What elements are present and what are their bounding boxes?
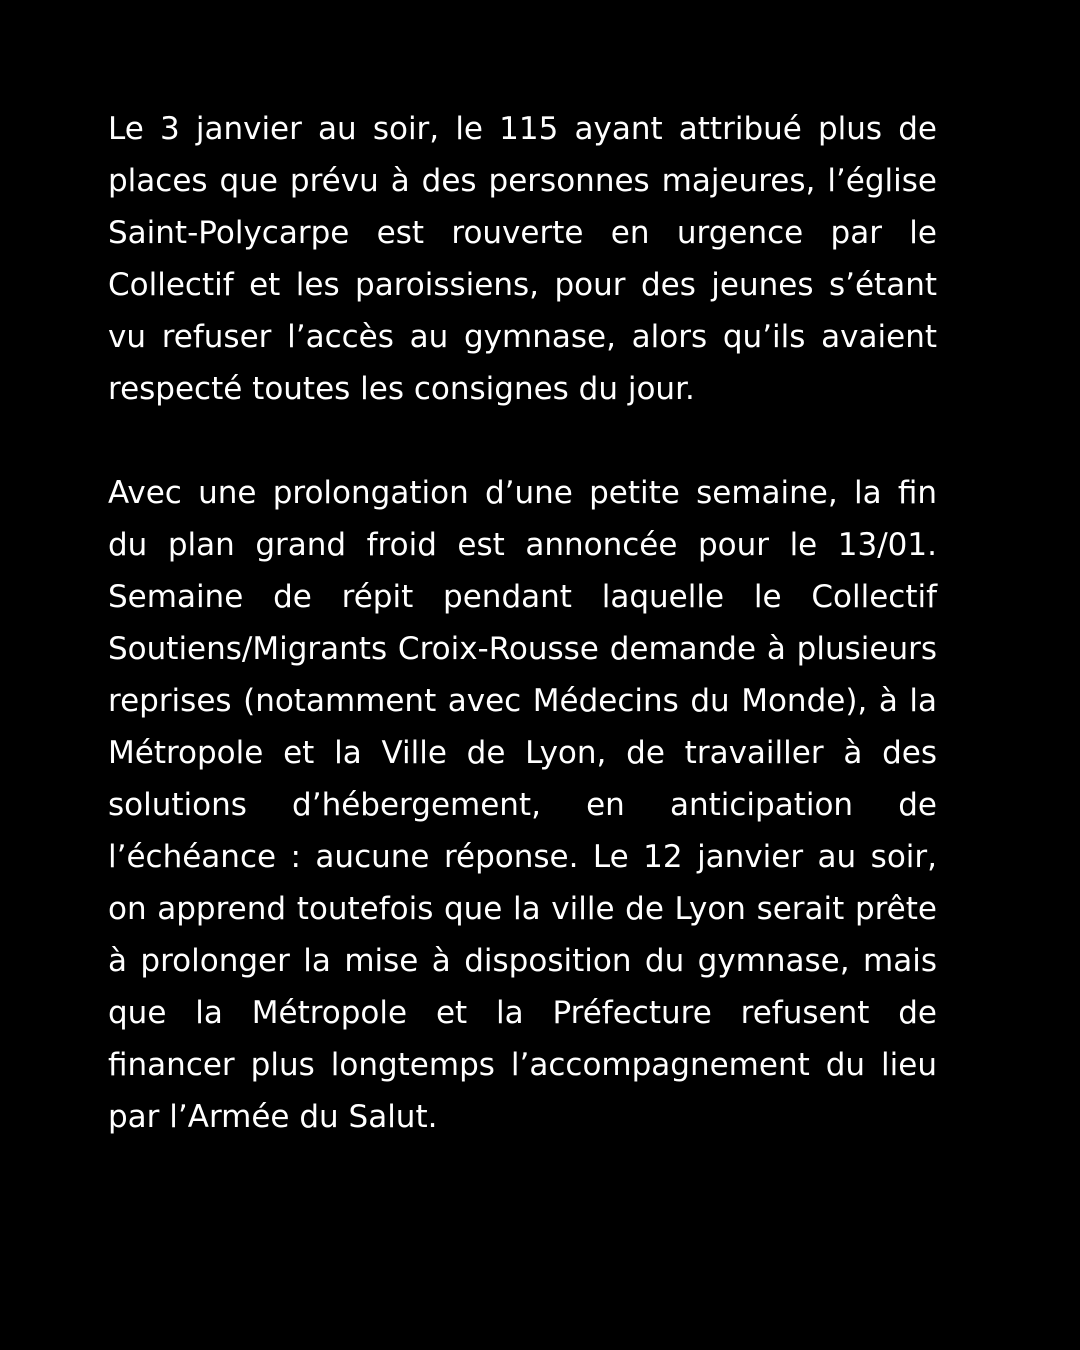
text-block bbox=[108, 103, 937, 1143]
paragraph-2: Avec une prolongation d’une petite semaine, la fin du plan grand froid est annoncée pour le 13/01. Semaine de répit pendant laquelle le Collectif Soutiens/Migrants Croix-Rousse demande à plusieurs reprises (notamment avec Médecins du Monde), à la Métropole et la Ville de Lyon, de travailler à des solutions d’hébergement, en anticipation de l’échéance : aucune réponse. Le 12 janvier au soir, on apprend toutefois que la ville de Lyon serait prête à prolonger la mise à disposition du gymnase, mais que la Métropole et la Préfecture refusent de financer plus longtemps l’accompagnement du lieu par l’Armée du Salut. bbox=[108, 475, 937, 1135]
paragraph-1: Le 3 janvier au soir, le 115 ayant attribué plus de places que prévu à des personnes majeures, l’église Saint-Polycarpe est rouverte en urgence par le Collectif et les paroissiens, pour des jeunes s’étant vu refuser l’accès au gymnase, alors qu’ils avaient respecté toutes les consignes du jour. bbox=[108, 111, 937, 407]
